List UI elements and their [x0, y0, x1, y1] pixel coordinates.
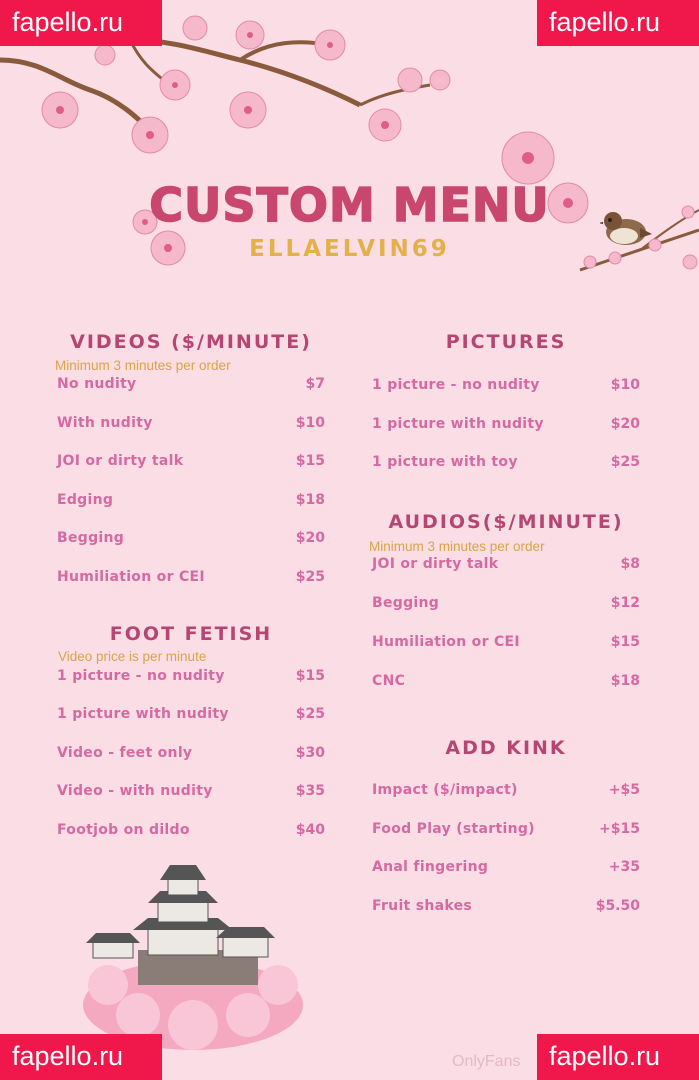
audios-note: Minimum 3 minutes per order	[369, 539, 545, 554]
watermark-badge-bottom-left: fapello.ru	[0, 1034, 162, 1080]
item-price: $35	[295, 783, 325, 799]
item-label: Footjob on dildo	[57, 822, 190, 838]
list-item	[57, 527, 325, 549]
item-price: $7	[305, 376, 325, 392]
list-item	[372, 779, 640, 801]
japanese-castle-icon	[78, 855, 308, 1055]
list-item	[57, 819, 325, 841]
list-item	[57, 780, 325, 802]
list-item	[372, 553, 640, 575]
item-label: Begging	[57, 530, 125, 546]
list-item	[372, 631, 640, 653]
watermark-badge-top-left: fapello.ru	[0, 0, 162, 46]
watermark-badge-bottom-right: fapello.ru	[537, 1034, 699, 1080]
item-label: Video - feet only	[57, 745, 193, 761]
list-item	[372, 413, 640, 435]
item-price: $15	[295, 453, 325, 469]
creator-name: ELLAELVIN69	[249, 236, 450, 262]
list-item	[57, 742, 325, 764]
item-price: $40	[295, 822, 325, 838]
foot-section-title: FOOT FETISH	[109, 623, 273, 645]
list-item	[372, 895, 640, 917]
item-label: CNC	[372, 673, 406, 689]
item-label: Begging	[372, 595, 440, 611]
item-label: Food Play (starting)	[372, 821, 535, 837]
item-price: +$5	[608, 782, 640, 798]
item-label: Anal fingering	[372, 859, 489, 875]
list-item	[372, 856, 640, 878]
item-label: 1 picture - no nudity	[57, 668, 225, 684]
item-price: +$15	[599, 821, 640, 837]
item-price: +35	[608, 859, 640, 875]
item-price: $20	[295, 530, 325, 546]
item-label: JOI or dirty talk	[57, 453, 184, 469]
foot-note: Video price is per minute	[58, 649, 207, 664]
item-label: 1 picture with toy	[372, 454, 518, 470]
list-item	[372, 374, 640, 396]
kink-section-title: ADD KINK	[445, 737, 567, 759]
list-item	[57, 412, 325, 434]
videos-note: Minimum 3 minutes per order	[55, 358, 231, 373]
list-item	[57, 665, 325, 687]
watermark-badge-top-right: fapello.ru	[537, 0, 699, 46]
list-item	[372, 818, 640, 840]
item-price: $10	[295, 415, 325, 431]
item-label: Fruit shakes	[372, 898, 473, 914]
item-label: 1 picture with nudity	[57, 706, 229, 722]
item-price: $25	[295, 706, 325, 722]
onlyfans-watermark: OnlyFans	[452, 1053, 521, 1070]
item-price: $10	[610, 377, 640, 393]
item-label: No nudity	[57, 376, 137, 392]
item-price: $25	[610, 454, 640, 470]
item-label: Video - with nudity	[57, 783, 213, 799]
list-item	[372, 451, 640, 473]
list-item	[372, 670, 640, 692]
item-price: $15	[610, 634, 640, 650]
item-price: $25	[295, 569, 325, 585]
list-item	[372, 592, 640, 614]
item-price: $18	[610, 673, 640, 689]
item-label: Humiliation or CEI	[57, 569, 205, 585]
audios-section-title: AUDIOS($/MINUTE)	[388, 511, 624, 533]
item-price: $8	[620, 556, 640, 572]
item-label: 1 picture with nudity	[372, 416, 544, 432]
list-item	[57, 373, 325, 395]
list-item	[57, 703, 325, 725]
item-price: $30	[295, 745, 325, 761]
item-price: $15	[295, 668, 325, 684]
item-label: 1 picture - no nudity	[372, 377, 540, 393]
menu-title: CUSTOM MENU	[149, 178, 550, 232]
item-price: $12	[610, 595, 640, 611]
item-label: Humiliation or CEI	[372, 634, 520, 650]
pictures-section-title: PICTURES	[445, 331, 567, 353]
item-price: $20	[610, 416, 640, 432]
list-item	[57, 489, 325, 511]
item-label: With nudity	[57, 415, 153, 431]
item-label: Impact ($/impact)	[372, 782, 518, 798]
item-price: $5.50	[595, 898, 640, 914]
item-price: $18	[295, 492, 325, 508]
item-label: JOI or dirty talk	[372, 556, 499, 572]
item-label: Edging	[57, 492, 114, 508]
list-item	[57, 450, 325, 472]
list-item	[57, 566, 325, 588]
videos-section-title: VIDEOS ($/MINUTE)	[70, 331, 312, 353]
